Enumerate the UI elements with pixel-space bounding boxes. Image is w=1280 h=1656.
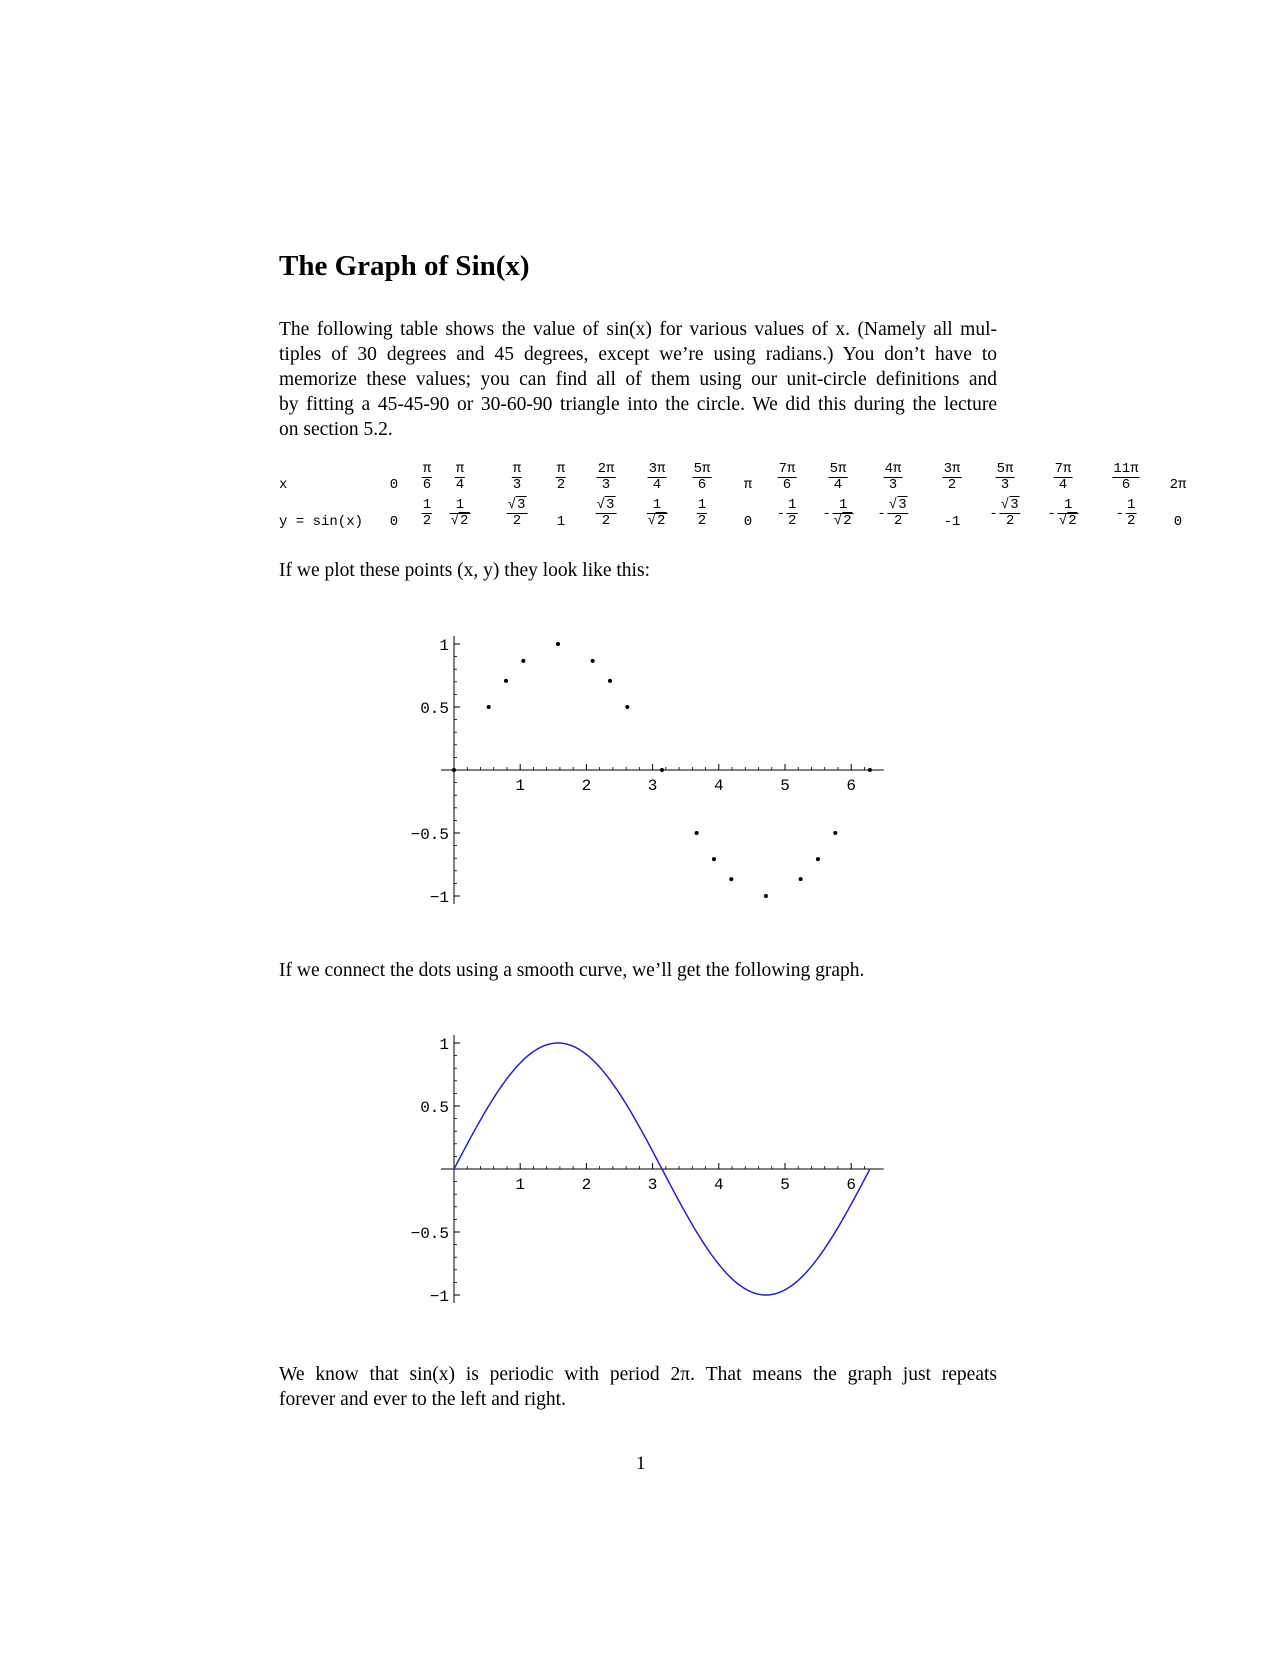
page-number: 1 xyxy=(636,1453,646,1474)
x-tick-label: 4 xyxy=(713,1176,724,1194)
y-tick-label: 1 xyxy=(439,1036,449,1054)
closing-line: We know that sin(x) is periodic with period 2π. That means the graph just repeats xyxy=(279,1364,997,1385)
table-cell-y: - $\frac{1}{√2}$ xyxy=(822,497,852,529)
y-tick-label: 1 xyxy=(439,637,449,655)
table-cell-y: - $\frac{1}{2}$ xyxy=(776,497,797,529)
table-cell-x: π xyxy=(743,477,753,493)
x-tick-label: 3 xyxy=(647,1176,658,1194)
x-tick-label: 1 xyxy=(515,777,526,795)
intro-line: memorize these values; you can find all of them using our unit-circle definitions and xyxy=(279,369,997,390)
y-tick-label: 0.5 xyxy=(420,1099,449,1117)
table-cell-x: $\frac{\pi}{3}$ xyxy=(512,461,522,493)
page-title: The Graph of Sin(x) xyxy=(279,250,530,282)
table-cell-y: $\frac{√3}{2}$ xyxy=(507,497,526,529)
table-cell-x: $\frac{5\pi}{6}$ xyxy=(693,461,711,493)
table-cell-y: - $\frac{1}{2}$ xyxy=(1115,497,1136,529)
table-cell-x: $\frac{\pi}{2}$ xyxy=(556,461,566,493)
table-cell-x: $\frac{\pi}{6}$ xyxy=(422,461,432,493)
y-tick-label: −1 xyxy=(429,889,449,907)
y-tick-label: −1 xyxy=(429,1288,449,1306)
table-cell-x: $\frac{\pi}{4}$ xyxy=(455,461,465,493)
closing-line: forever and ever to the left and right. xyxy=(279,1389,566,1410)
table-cell-y: 0 xyxy=(743,514,753,530)
table-cell-y: $\frac{1}{2}$ xyxy=(697,497,707,529)
table-row-label-y: y = sin(x) xyxy=(279,514,364,530)
closing-paragraph xyxy=(279,1362,997,1412)
table-cell-x: $\frac{2\pi}{3}$ xyxy=(597,461,615,493)
intro-line: by fitting a 45-45-90 or 30-60-90 triangle into the circle. We did this during the lecture xyxy=(279,394,997,415)
x-tick-label: 6 xyxy=(846,1176,857,1194)
table-cell-x: $\frac{3\pi}{2}$ xyxy=(943,461,961,493)
connect-text: If we connect the dots using a smooth curve, we’ll get the following graph. xyxy=(279,960,865,981)
table-cell-x: 2π xyxy=(1169,477,1187,493)
table-cell-y: $\frac{1}{√2}$ xyxy=(647,497,666,529)
table-cell-x: $\frac{11\pi}{6}$ xyxy=(1113,461,1139,493)
table-cell-y: -1 xyxy=(943,514,961,530)
intro-line: on section 5.2. xyxy=(279,419,393,440)
table-cell-y: 0 xyxy=(1173,514,1183,530)
x-tick-label: 3 xyxy=(647,777,658,795)
table-cell-x: $\frac{4\pi}{3}$ xyxy=(884,461,902,493)
y-tick-label: 0.5 xyxy=(420,700,449,718)
x-tick-label: 6 xyxy=(846,777,857,795)
table-cell-y: - $\frac{√3}{2}$ xyxy=(989,497,1019,529)
table-cell-x: $\frac{5\pi}{3}$ xyxy=(996,461,1014,493)
table-cell-x: $\frac{3\pi}{4}$ xyxy=(648,461,666,493)
x-tick-label: 4 xyxy=(713,777,724,795)
table-cell-y: $\frac{1}{√2}$ xyxy=(450,497,469,529)
table-cell-x: $\frac{5\pi}{4}$ xyxy=(829,461,847,493)
x-tick-label: 1 xyxy=(515,1176,526,1194)
table-cell-y: - $\frac{1}{√2}$ xyxy=(1047,497,1077,529)
table-row-label-x: x xyxy=(279,477,288,493)
table-cell-y: $\frac{√3}{2}$ xyxy=(596,497,615,529)
plot-intro-text: If we plot these points (x, y) they look like this: xyxy=(279,560,650,581)
table-cell-y: $\frac{1}{2}$ xyxy=(422,497,432,529)
x-tick-label: 2 xyxy=(581,777,592,795)
x-tick-label: 5 xyxy=(780,777,790,795)
table-cell-y: 1 xyxy=(556,514,566,530)
table-cell-y: 0 xyxy=(389,514,399,530)
y-tick-label: −0.5 xyxy=(410,826,449,844)
x-tick-label: 5 xyxy=(780,1176,790,1194)
table-cell-x: $\frac{7\pi}{6}$ xyxy=(778,461,796,493)
x-tick-label: 2 xyxy=(581,1176,592,1194)
intro-line: The following table shows the value of sin(x) for various values of x. (Namely all mul- xyxy=(279,319,997,340)
table-cell-y: - $\frac{√3}{2}$ xyxy=(877,497,907,529)
y-tick-label: −0.5 xyxy=(410,1225,449,1243)
table-cell-x: $\frac{7\pi}{4}$ xyxy=(1054,461,1072,493)
intro-line: tiples of 30 degrees and 45 degrees, except we’re using radians.) You don’t have to xyxy=(279,344,997,365)
table-cell-x: 0 xyxy=(389,477,399,493)
